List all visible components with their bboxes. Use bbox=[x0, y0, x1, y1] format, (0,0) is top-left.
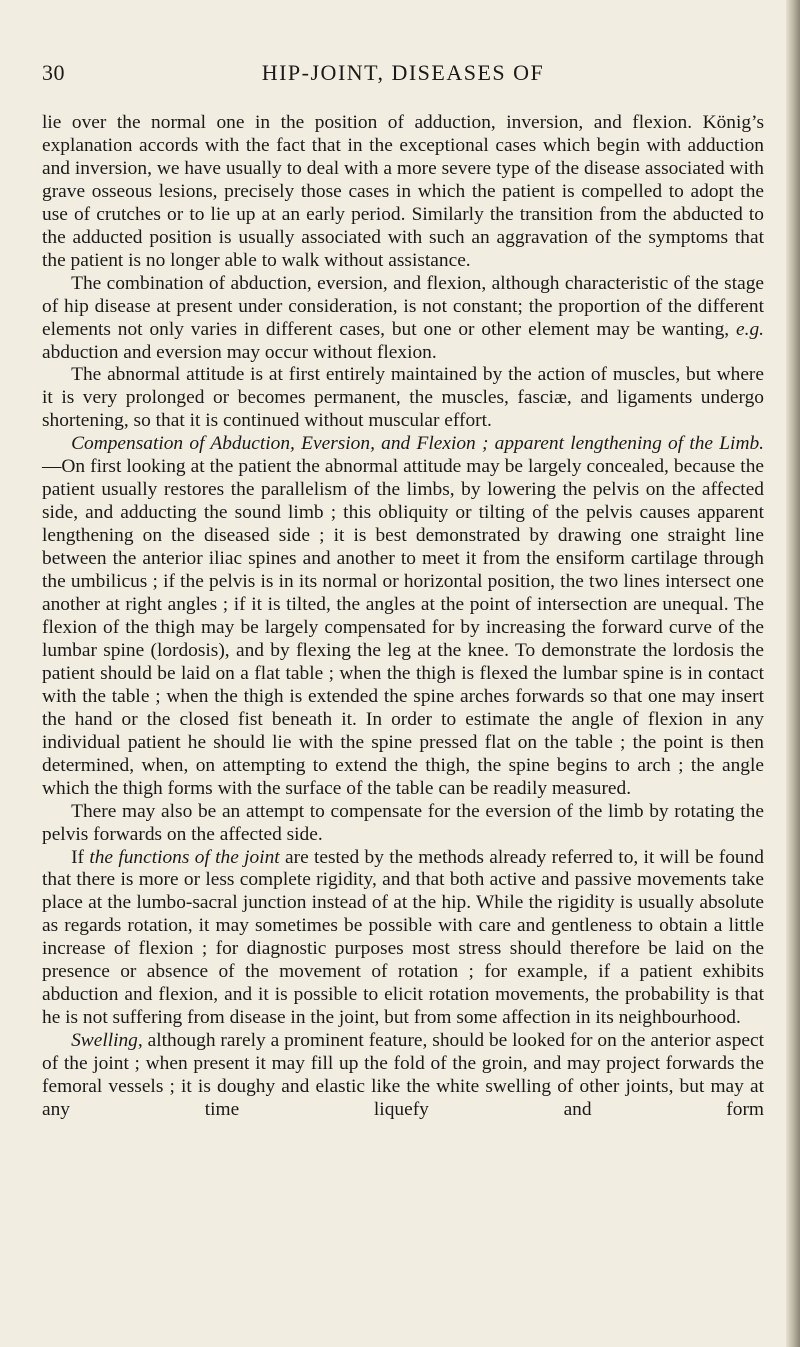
text-run: There may also be an attempt to compensate for the eversion of the limb by rotating the pelvis forwards on the affected side. bbox=[42, 800, 764, 845]
text-run: are tested by the methods already referred to, it will be found that there is more or less complete rigidity, and that both active and passive movements take place at the lumbo-sacral junction instead of at the hip. While the rigidity is usually absolute as regards rotation, it may sometimes be possible with care and gentleness to obtain a little increase of flexion ; for diagnostic purposes most stress should therefore be laid on the presence or absence of the movement of rotation ; for example, if a patient exhibits abduction and flexion, and it is possible to elicit rotation movements, the probability is that he is not suffering from disease in the joint, but from some affection in its neighbourhood. bbox=[42, 846, 764, 1029]
page-header bbox=[42, 60, 764, 90]
italic-text: Swelling, bbox=[71, 1030, 143, 1052]
italic-text: e.g. bbox=[736, 318, 764, 340]
page-number: 30 bbox=[42, 60, 65, 85]
page-edge bbox=[786, 0, 800, 1347]
text-run: The abnormal attitude is at first entirely maintained by the action of muscles, but where it is very prolonged or becomes permanent, the muscles, fasciæ, and ligaments undergo shortening, so that it is continued without muscular effort. bbox=[42, 364, 764, 432]
paragraph bbox=[42, 847, 764, 1031]
paragraph bbox=[42, 1030, 764, 1122]
text-run: The combination of abduction, eversion, and flexion, although characteristic of the stage of hip disease at present under consideration, is not constant; the proportion of the different elements not only varies in different cases, but one or other element may be wanting, bbox=[42, 272, 764, 340]
paragraph bbox=[42, 364, 764, 433]
running-title: HIP-JOINT, DISEASES OF bbox=[261, 60, 545, 85]
text-run: —On first looking at the patient the abnormal attitude may be largely concealed, because the patient usually restores the parallelism of the limbs, by lowering the pelvis on the affected side, and adducting the sound limb ; this obliquity or tilting of the pelvis causes apparent lengthening on the diseased side ; it is best demonstrated by drawing one straight line between the anterior iliac spines and another to meet it from the ensiform cartilage through the umbilicus ; if the pelvis is in its normal or horizontal position, the two lines intersect one another at right angles ; if it is tilted, the angles at the point of intersection are unequal. The flexion of the thigh may be largely compensated for by increasing the forward curve of the lumbar spine (lordosis), and by flexing the leg at the knee. To demonstrate the lordosis the patient should be laid on a flat table ; when the thigh is flexed the lumbar spine is in contact with the table ; when the thigh is extended the spine arches forwards so that one may insert the hand or the closed fist beneath it. In order to estimate the angle of flexion in any individual patient he should lie with the spine pressed flat on the table ; the point is then determined, when, on attempting to extend the thigh, the spine begins to arch ; the angle which the thigh forms with the surface of the table can be readily measured. bbox=[42, 456, 764, 799]
text-run: although rarely a prominent feature, should be looked for on the anterior aspect of the joint ; when present it may fill up the fold of the groin, and may project forwards the femoral vessels ; it is doughy and elastic like the white swelling of other joints, but may at any time liquefy and form bbox=[42, 1030, 764, 1120]
paragraph bbox=[42, 801, 764, 847]
paragraph bbox=[42, 112, 764, 273]
text-run: lie over the normal one in the position of adduction, inversion, and flexion. König’s explanation accords with the fact that in the exceptional cases which begin with adduction and inversion, we have usually to deal with a more severe type of the disease associated with grave osseous lesions, precisely those cases in which the patient is compelled to adopt the use of crutches or to lie up at an early period. Similarly the transition from the abducted to the adducted position is usually associated with such an aggravation of the symptoms that the patient is no longer able to walk without assistance. bbox=[42, 112, 764, 271]
text-run: If bbox=[71, 846, 90, 868]
italic-text: Compensation of Abduction, Eversion, and Flexion ; apparent lengthening of the Limb. bbox=[71, 433, 764, 455]
paragraph bbox=[42, 273, 764, 365]
paragraph bbox=[42, 433, 764, 800]
italic-text: the functions of the joint bbox=[89, 846, 280, 868]
text-run: abduction and eversion may occur without flexion. bbox=[42, 341, 437, 363]
body-text bbox=[42, 112, 764, 1122]
